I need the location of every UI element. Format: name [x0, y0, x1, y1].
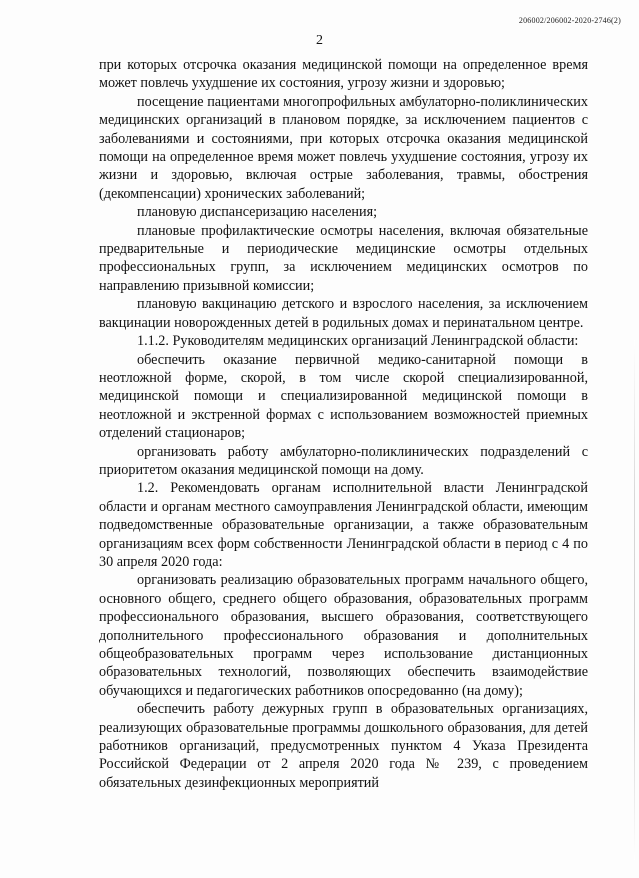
paragraph-1-2: 1.2. Рекомендовать органам исполнительной власти Ленинградской области и органам местного самоуправления Ленинградской области, имеющим подведомственные образовательные организации, а также образовательным организациям всех форм собственности Ленинградской области в период с 4 по 30 апреля 2020 года: — [99, 480, 588, 570]
page-number: 2 — [316, 33, 323, 48]
paragraph-preventive-exams: плановые профилактические осмотры населения, включая обязательные предварительные и периодические медицинские осмотры отдельных профессиональных групп, за исключением медицинских осмотров по направлению призывной комиссии; — [99, 222, 588, 294]
paragraph-vaccination: плановую вакцинацию детского и взрослого населения, за исключением вакцинации новорожденных детей в родильных домах и перинатальном центре. — [99, 296, 588, 331]
document-body — [99, 56, 588, 792]
paragraph-continuation: при которых отсрочка оказания медицинской помощи на определенное время может повлечь ухудшение их состояния, угрозу жизни и здоровью; — [99, 57, 588, 92]
paragraph-duty-groups: обеспечить работу дежурных групп в образовательных организациях, реализующих образовательные программы дошкольного образования, для детей работников организаций, предусмотренных пунктом 4 Указа Президента Российской Федерации от 2 апреля 2020 года № 239, с проведением обязательных дезинфекционных мероприятий — [99, 701, 588, 791]
paragraph-home-care: организовать работу амбулаторно-поликлинических подразделений с приоритетом оказания медицинской помощи на дому. — [99, 443, 588, 478]
document-id: 206002/206002-2020-2746(2) — [518, 16, 621, 25]
paragraph-distance-learning: организовать реализацию образовательных программ начального общего, основного общего, среднего общего образования, образовательных программ профессионального образования, высшего образования, соответствующего дополнительного профессионального образования и дополнительных общеобразовательных программ через использование дистанционных образовательных технологий, позволяющих обеспечить взаимодействие обучающихся и педагогических работников опосредованно (на дому); — [99, 572, 588, 699]
paragraph-emergency-care: обеспечить оказание первичной медико-санитарной помощи в неотложной форме, скорой, в том числе скорой специализированной, медицинской помощи и специализированной медицинской помощи в неотложной и экстренной формах с использованием возможностей приемных отделений стационаров; — [99, 351, 588, 442]
paragraph-outpatient-visits: посещение пациентами многопрофильных амбулаторно-поликлинических медицинских организаций в плановом порядке, за исключением пациентов с заболеваниями и состояниями, при которых отсрочка оказания медицинской помощи на определенное время может повлечь ухудшение состояния, угрозу их жизни и здоровью, включая острые заболевания, травмы, обострения (декомпенсации) хронических заболеваний; — [99, 93, 588, 202]
scan-edge-line — [634, 340, 635, 860]
paragraph-dispensary: плановую диспансеризацию населения; — [137, 204, 378, 221]
paragraph-1-1-2: 1.1.2. Руководителям медицинских организаций Ленинградской области: — [137, 333, 579, 350]
